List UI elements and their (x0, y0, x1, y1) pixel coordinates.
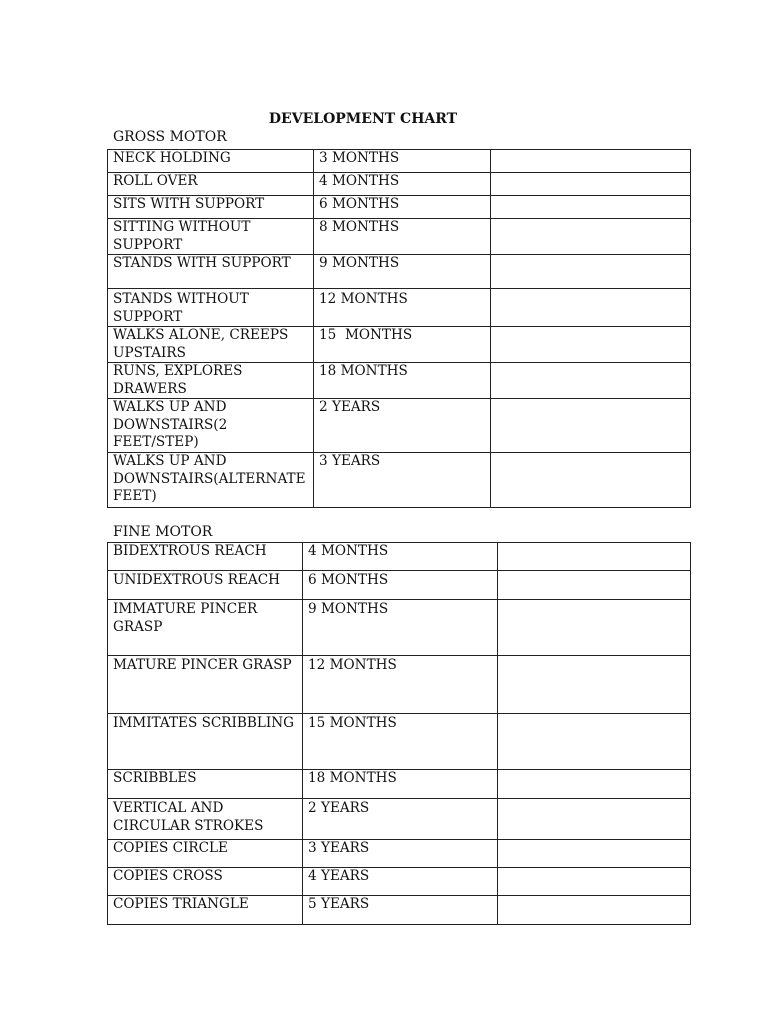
table-row (108, 363, 691, 399)
gross-motor-heading: GROSS MOTOR (113, 129, 227, 145)
blank-cell (498, 656, 691, 714)
blank-cell (491, 219, 691, 255)
table-row (108, 399, 691, 453)
age-cell: 6 MONTHS (303, 571, 498, 600)
blank-cell (498, 600, 691, 656)
age-cell: 15 MONTHS (303, 714, 498, 770)
table-row (108, 656, 691, 714)
age-cell: 3 YEARS (314, 453, 491, 508)
age-cell: 4 YEARS (303, 868, 498, 896)
table-row (108, 543, 691, 571)
table-row (108, 600, 691, 656)
milestone-cell: VERTICAL AND CIRCULAR STROKES (108, 799, 303, 840)
milestone-cell: IMMATURE PINCER GRASP (108, 600, 303, 656)
table-row (108, 289, 691, 327)
blank-cell (498, 714, 691, 770)
blank-cell (491, 399, 691, 453)
milestone-cell: UNIDEXTROUS REACH (108, 571, 303, 600)
table-row (108, 896, 691, 925)
blank-cell (491, 196, 691, 219)
milestone-cell: COPIES TRIANGLE (108, 896, 303, 925)
milestone-cell: COPIES CIRCLE (108, 840, 303, 868)
age-cell: 4 MONTHS (303, 543, 498, 571)
table-row (108, 173, 691, 196)
milestone-cell: STANDS WITHOUT SUPPORT (108, 289, 314, 327)
table-row (108, 571, 691, 600)
age-cell: 4 MONTHS (314, 173, 491, 196)
blank-cell (498, 571, 691, 600)
table-row (108, 219, 691, 255)
table-row (108, 714, 691, 770)
fine-motor-heading: FINE MOTOR (113, 524, 213, 540)
table-row (108, 255, 691, 289)
age-cell: 12 MONTHS (314, 289, 491, 327)
blank-cell (491, 289, 691, 327)
age-cell: 2 YEARS (314, 399, 491, 453)
age-cell: 12 MONTHS (303, 656, 498, 714)
table-row (108, 868, 691, 896)
milestone-cell: WALKS ALONE, CREEPS UPSTAIRS (108, 327, 314, 363)
age-cell: 18 MONTHS (314, 363, 491, 399)
fine-motor-table (107, 542, 691, 925)
table-row (108, 770, 691, 799)
blank-cell (498, 770, 691, 799)
age-cell: 18 MONTHS (303, 770, 498, 799)
milestone-cell: WALKS UP AND DOWNSTAIRS(2 FEET/STEP) (108, 399, 314, 453)
age-cell: 6 MONTHS (314, 196, 491, 219)
table-row (108, 840, 691, 868)
table-row (108, 327, 691, 363)
milestone-cell: NECK HOLDING (108, 150, 314, 173)
blank-cell (498, 840, 691, 868)
blank-cell (498, 896, 691, 925)
milestone-cell: SCRIBBLES (108, 770, 303, 799)
milestone-cell: WALKS UP AND DOWNSTAIRS(ALTERNATE FEET) (108, 453, 314, 508)
milestone-cell: MATURE PINCER GRASP (108, 656, 303, 714)
blank-cell (498, 543, 691, 571)
milestone-cell: SITTING WITHOUT SUPPORT (108, 219, 314, 255)
milestone-cell: ROLL OVER (108, 173, 314, 196)
page-title: DEVELOPMENT CHART (268, 111, 458, 127)
age-cell: 9 MONTHS (303, 600, 498, 656)
table-row (108, 196, 691, 219)
table-row (108, 453, 691, 508)
blank-cell (491, 255, 691, 289)
age-cell: 5 YEARS (303, 896, 498, 925)
age-cell: 9 MONTHS (314, 255, 491, 289)
milestone-cell: COPIES CROSS (108, 868, 303, 896)
table-row (108, 150, 691, 173)
blank-cell (498, 799, 691, 840)
age-cell: 3 YEARS (303, 840, 498, 868)
gross-motor-table (107, 149, 691, 508)
milestone-cell: IMMITATES SCRIBBLING (108, 714, 303, 770)
blank-cell (491, 150, 691, 173)
milestone-cell: BIDEXTROUS REACH (108, 543, 303, 571)
age-cell: 15 MONTHS (314, 327, 491, 363)
table-row (108, 799, 691, 840)
blank-cell (491, 363, 691, 399)
blank-cell (498, 868, 691, 896)
milestone-cell: SITS WITH SUPPORT (108, 196, 314, 219)
milestone-cell: RUNS, EXPLORES DRAWERS (108, 363, 314, 399)
age-cell: 3 MONTHS (314, 150, 491, 173)
milestone-cell: STANDS WITH SUPPORT (108, 255, 314, 289)
age-cell: 8 MONTHS (314, 219, 491, 255)
age-cell: 2 YEARS (303, 799, 498, 840)
blank-cell (491, 173, 691, 196)
blank-cell (491, 327, 691, 363)
blank-cell (491, 453, 691, 508)
